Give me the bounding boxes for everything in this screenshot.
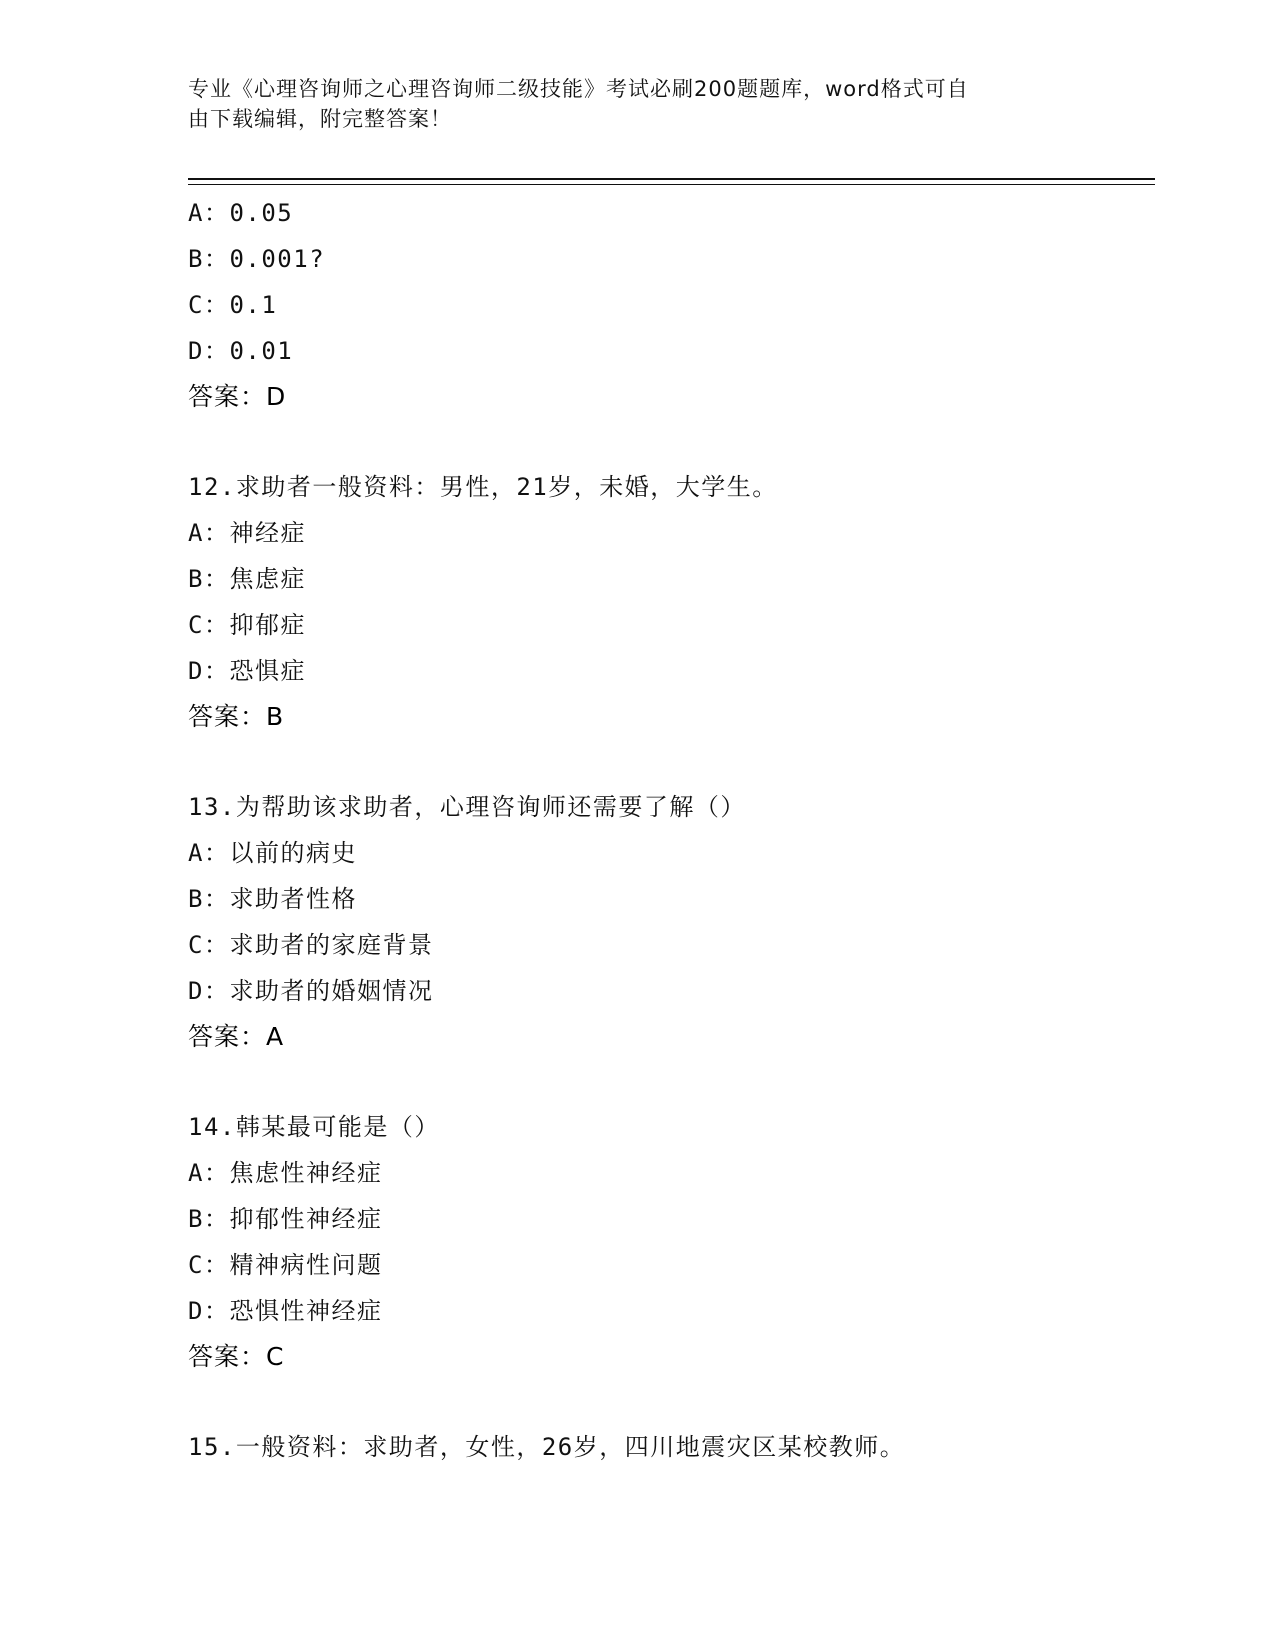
question-13 bbox=[188, 784, 1148, 1060]
answer-line: 答案：D bbox=[188, 382, 287, 411]
answer-line: 答案：B bbox=[188, 702, 285, 731]
question-11-continued bbox=[188, 190, 1148, 420]
option-c: C：抑郁症 bbox=[188, 611, 306, 639]
option-d: D：恐惧性神经症 bbox=[188, 1297, 383, 1325]
spacer bbox=[188, 420, 1148, 464]
option-b: B：抑郁性神经症 bbox=[188, 1205, 383, 1233]
spacer bbox=[188, 1060, 1148, 1104]
option-a: A：神经症 bbox=[188, 519, 306, 547]
option-b: B：焦虑症 bbox=[188, 565, 306, 593]
header-rule-thick bbox=[188, 178, 1155, 180]
option-d: D：恐惧症 bbox=[188, 657, 306, 685]
option-d: D：求助者的婚姻情况 bbox=[188, 977, 434, 1005]
document-header bbox=[188, 74, 1068, 134]
option-b: B：0.001? bbox=[188, 245, 326, 273]
option-c: C：求助者的家庭背景 bbox=[188, 931, 434, 959]
option-a: A：0.05 bbox=[188, 199, 294, 227]
option-a: A：焦虑性神经症 bbox=[188, 1159, 383, 1187]
spacer bbox=[188, 740, 1148, 784]
option-d: D：0.01 bbox=[188, 337, 294, 365]
answer-line: 答案：C bbox=[188, 1342, 285, 1371]
answer-line: 答案：A bbox=[188, 1022, 285, 1051]
question-stem: 13.为帮助该求助者，心理咨询师还需要了解（） bbox=[188, 793, 746, 821]
question-14 bbox=[188, 1104, 1148, 1380]
question-stem: 15.一般资料：求助者，女性，26岁，四川地震灾区某校教师。 bbox=[188, 1433, 906, 1461]
question-15 bbox=[188, 1424, 1148, 1470]
question-12 bbox=[188, 464, 1148, 740]
option-b: B：求助者性格 bbox=[188, 885, 357, 913]
question-stem: 14.韩某最可能是（） bbox=[188, 1113, 440, 1141]
option-c: C：0.1 bbox=[188, 291, 278, 319]
option-c: C：精神病性问题 bbox=[188, 1251, 383, 1279]
header-rule-thin bbox=[188, 184, 1155, 185]
spacer bbox=[188, 1380, 1148, 1424]
question-stem: 12.求助者一般资料：男性，21岁，未婚，大学生。 bbox=[188, 473, 778, 501]
header-line-2: 由下载编辑，附完整答案！ bbox=[188, 107, 452, 131]
option-a: A：以前的病史 bbox=[188, 839, 357, 867]
question-list bbox=[188, 190, 1148, 1470]
header-line-1: 专业《心理咨询师之心理咨询师二级技能》考试必刷200题题库，word格式可自 bbox=[188, 77, 969, 101]
